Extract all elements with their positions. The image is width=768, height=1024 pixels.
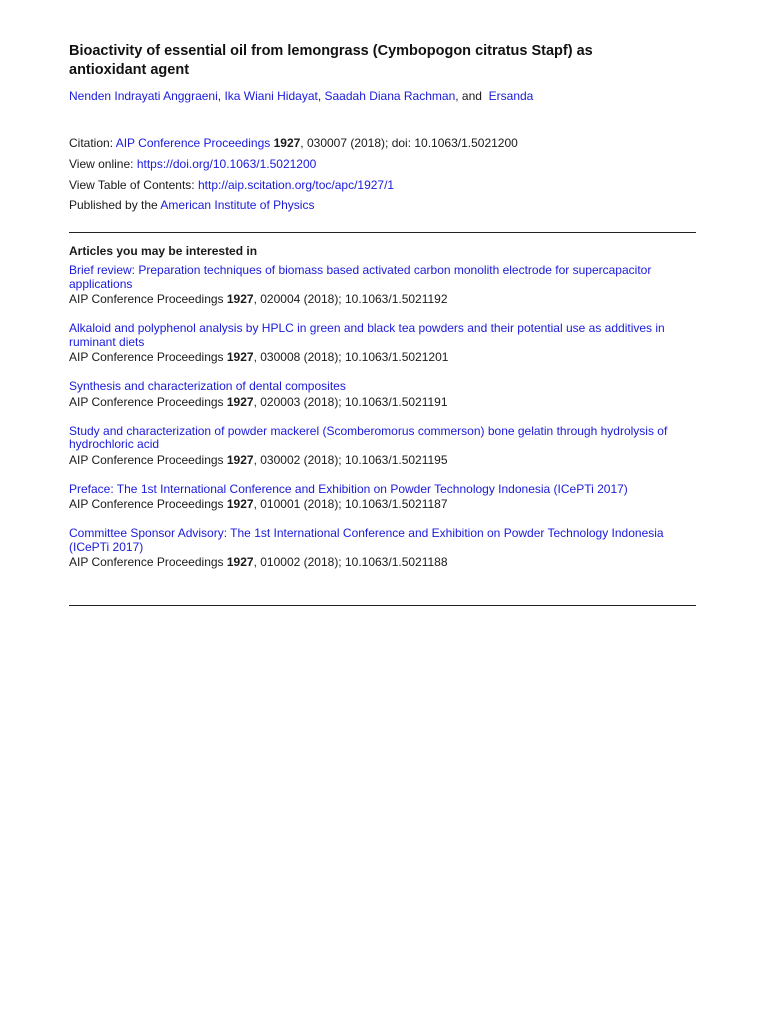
article-volume: 1927: [226, 452, 254, 467]
article-journal: AIP Conference Proceedings: [69, 497, 227, 511]
doi-link[interactable]: https://doi.org/10.1063/1.5021200: [136, 157, 317, 171]
article-journal: AIP Conference Proceedings: [69, 555, 227, 569]
related-article: [69, 380, 696, 410]
related-article: [69, 527, 696, 570]
toc-line: [69, 177, 696, 193]
article-journal: AIP Conference Proceedings: [69, 452, 227, 467]
publisher-line: [69, 197, 696, 213]
article-volume: 1927: [226, 394, 254, 409]
author-list: [69, 88, 696, 104]
bottom-divider: [69, 605, 696, 606]
article-volume: 1927: [226, 292, 254, 306]
author-link[interactable]: Saadah Diana Rachman: [324, 89, 456, 103]
citation-label: Citation:: [69, 136, 116, 150]
related-articles-heading: Articles you may be interested in: [69, 244, 258, 258]
related-article: [69, 425, 696, 468]
article-reference: [69, 291, 696, 307]
top-divider: [69, 232, 696, 233]
article-details: , 020003 (2018); 10.1063/1.5021191: [253, 394, 448, 409]
author-separator-and: , and: [455, 89, 486, 103]
article-title-link[interactable]: Synthesis and characterization of dental composites: [69, 379, 346, 393]
article-journal: AIP Conference Proceedings: [69, 350, 227, 364]
author-link[interactable]: Nenden Indrayati Anggraeni: [69, 89, 218, 103]
article-volume: 1927: [226, 497, 254, 511]
related-articles-list: [69, 264, 696, 585]
journal-link[interactable]: AIP Conference Proceedings: [115, 136, 271, 150]
citation-details: , 030007 (2018); doi: 10.1063/1.5021200: [300, 136, 518, 150]
article-title-link[interactable]: Brief review: Preparation techniques of biomass based activated carbon monolith electrode for supercapacitor applications: [69, 263, 652, 291]
author-separator: ,: [317, 89, 325, 103]
article-volume: 1927: [226, 555, 254, 569]
article-title-link[interactable]: Alkaloid and polyphenol analysis by HPLC in green and black tea powders and their potential use as additives in ruminant diets: [69, 321, 665, 349]
article-reference: [69, 496, 696, 512]
article-reference: [69, 394, 696, 410]
toc-label: View Table of Contents:: [69, 178, 198, 192]
author-separator: ,: [217, 89, 225, 103]
related-article: [69, 264, 696, 307]
publisher-label: Published by the: [69, 198, 161, 212]
article-reference: [69, 452, 696, 468]
article-volume: 1927: [226, 350, 254, 364]
citation-line: [69, 135, 696, 151]
toc-link[interactable]: http://aip.scitation.org/toc/apc/1927/1: [197, 178, 395, 192]
related-article: [69, 483, 696, 513]
article-details: , 010001 (2018); 10.1063/1.5021187: [253, 497, 448, 511]
article-reference: [69, 349, 696, 365]
article-journal: AIP Conference Proceedings: [69, 292, 227, 306]
article-details: , 030002 (2018); 10.1063/1.5021195: [253, 452, 448, 467]
article-title-link[interactable]: Study and characterization of powder mackerel (Scomberomorus commerson) bone gelatin through hydrolysis of hydrochloric acid: [69, 423, 668, 451]
publisher-link[interactable]: American Institute of Physics: [160, 198, 315, 212]
article-details: , 010002 (2018); 10.1063/1.5021188: [253, 555, 448, 569]
article-title-link[interactable]: Committee Sponsor Advisory: The 1st International Conference and Exhibition on Powder Technology Indonesia (ICePTi 2017): [69, 526, 664, 554]
view-online-line: [69, 156, 696, 172]
author-link[interactable]: Ersanda: [488, 89, 534, 103]
paper-title: Bioactivity of essential oil from lemongrass (Cymbopogon citratus Stapf) as antioxidant agent: [69, 43, 593, 78]
article-details: , 020004 (2018); 10.1063/1.5021192: [253, 292, 448, 306]
author-link[interactable]: Ika Wiani Hidayat: [224, 89, 318, 103]
article-reference: [69, 554, 696, 570]
view-online-label: View online:: [69, 157, 137, 171]
article-title-link[interactable]: Preface: The 1st International Conference and Exhibition on Powder Technology Indonesia (ICePTi 2017): [69, 481, 628, 496]
article-details: , 030008 (2018); 10.1063/1.5021201: [253, 350, 449, 364]
citation-volume: 1927: [273, 136, 301, 150]
related-article: [69, 322, 696, 365]
article-journal: AIP Conference Proceedings: [69, 394, 227, 409]
